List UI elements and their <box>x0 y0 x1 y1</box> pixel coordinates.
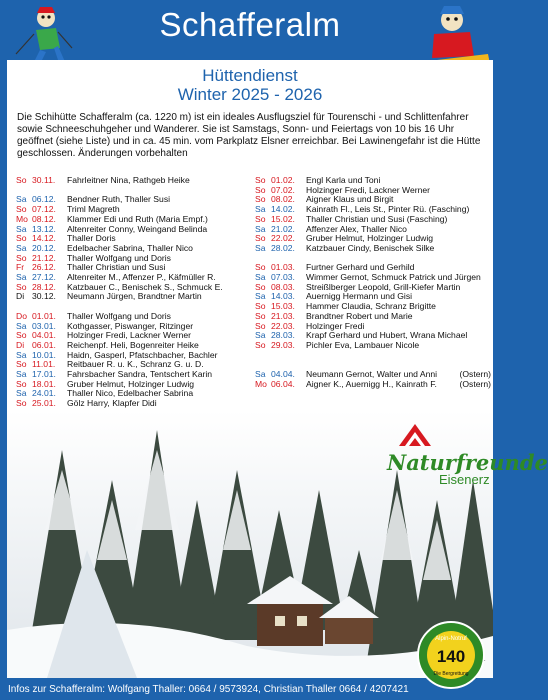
schedule-names: Kothgasser, Piswanger, Ritzinger <box>67 320 194 331</box>
schedule-day: So <box>255 184 266 195</box>
schedule-row <box>255 380 491 390</box>
schedule-names: Thaller Wolfgang und Doris <box>67 252 171 263</box>
schedule-row <box>16 176 248 186</box>
schedule-day: So <box>255 213 266 224</box>
schedule-day: So <box>255 233 266 244</box>
schedule-names: Gruber Helmut, Holzinger Ludwig <box>67 378 195 389</box>
schedule-day: Sa <box>255 291 266 302</box>
schedule-names: Altenreiter M., Affenzer P., Käfmüller R. <box>67 272 216 283</box>
schedule-names: Thaller Christian und Susi (Fasching) <box>306 213 448 224</box>
schedule-names: Katzbauer Cindy, Benischek Silke <box>306 242 435 253</box>
schedule-names: Gölz Harry, Klapfer Didi <box>67 398 157 409</box>
season-heading: Winter 2025 - 2026 <box>177 85 323 104</box>
schedule-day: Sa <box>255 330 266 341</box>
schedule-date: 07.12. <box>32 204 56 215</box>
schedule-day: Sa <box>255 223 266 234</box>
schedule-names: Altenreiter Conny, Weingand Belinda <box>67 223 208 234</box>
schedule-date: 28.03. <box>271 330 295 341</box>
schedule-day: Sa <box>16 223 27 234</box>
schedule-day: So <box>255 262 266 273</box>
service-heading: Hüttendienst <box>202 66 298 85</box>
schedule-day: Di <box>16 339 25 350</box>
schedule-day: Sa <box>255 369 266 380</box>
schedule-names: Reichenpf. Heli, Bogenreiter Heike <box>67 339 199 350</box>
schedule-day: Mo <box>255 378 267 389</box>
schedule-day: So <box>16 252 27 263</box>
schedule-date: 24.01. <box>32 388 56 399</box>
schedule-names: Auernigg Hermann und Gisi <box>306 291 413 302</box>
schedule-date: 18.01. <box>32 378 56 389</box>
schedule-day: Sa <box>16 272 27 283</box>
schedule-names: Thaller Doris <box>67 233 116 244</box>
schedule-date: 03.01. <box>32 320 56 331</box>
schedule-names: Furtner Gerhard und Gerhild <box>306 262 415 273</box>
schedule-names: Reitbauer R. u. K., Schranz G. u. D. <box>67 359 204 370</box>
naturfreunde-emblem-icon <box>395 422 435 450</box>
schedule-day: So <box>255 301 266 312</box>
schedule-gap <box>255 351 491 361</box>
page-title: Schafferalm <box>159 6 341 43</box>
schedule-date: 25.01. <box>32 398 56 409</box>
schedule-date: 30.11. <box>32 175 56 185</box>
schedule-names: Engl Karla und Toni <box>306 175 381 185</box>
schedule-date: 07.02. <box>271 184 295 195</box>
schedule-date: 22.03. <box>271 320 295 331</box>
schedule-date: 01.01. <box>32 310 56 321</box>
schedule-date: 06.12. <box>32 194 56 205</box>
schedule-date: 01.02. <box>271 175 295 185</box>
schedule-date: 10.01. <box>32 349 56 360</box>
schedule-day: Sa <box>16 388 27 399</box>
schedule-day: So <box>255 175 266 185</box>
schedule-names: Krapf Gerhard und Hubert, Wrana Michael <box>306 330 468 341</box>
schedule-date: 15.03. <box>271 301 295 312</box>
schedule-right <box>255 176 491 389</box>
schedule-names: Hammer Claudia, Schranz Brigitte <box>306 301 436 312</box>
schedule-date: 26.12. <box>32 262 56 273</box>
schedule-day: So <box>16 330 27 341</box>
schedule-date: 04.04. <box>271 369 295 380</box>
schedule-names: Holzinger Fredi, Lackner Werner <box>67 330 192 341</box>
schedule-day: So <box>16 281 27 292</box>
schedule-date: 17.01. <box>32 369 56 380</box>
schedule-names: Katzbauer C., Benischek S., Schmuck E. <box>67 281 223 292</box>
schedule-names: Streißlberger Leopold, Grill-Kiefer Martin <box>306 281 461 292</box>
schedule-row <box>255 341 491 351</box>
schedule-day: Do <box>16 310 27 321</box>
schedule-day: Sa <box>16 320 27 331</box>
schedule-day: Sa <box>255 242 266 253</box>
schedule-names: Gruber Helmut, Holzinger Ludwig <box>306 233 434 244</box>
schedule-names: Affenzer Alex, Thaller Nico <box>306 223 407 234</box>
schedule-date: 13.12. <box>32 223 56 234</box>
schedule-day: So <box>255 339 266 350</box>
schedule-date: 08.02. <box>271 194 295 205</box>
schedule-row <box>255 244 491 254</box>
logo-name: Naturfreunde <box>387 450 548 475</box>
schedule-names: Wimmer Gernot, Schmuck Patrick und Jürgen <box>306 272 481 283</box>
schedule-date: 28.12. <box>32 281 56 292</box>
schedule-day: So <box>16 175 27 185</box>
schedule-day: Fr <box>16 262 25 273</box>
schedule-date: 01.03. <box>271 262 295 273</box>
schedule-names: Neumann Jürgen, Brandtner Martin <box>67 291 202 302</box>
footer-contact: Infos zur Schafferalm: Wolfgang Thaller: 0664 / 9573924, Christian Thaller 0664 / 4207421 <box>8 684 409 695</box>
schedule-names: Kainrath Fl., Leis St., Pinter Rü. (Fasching) <box>306 204 470 215</box>
schedule-names: Holzinger Fredi, Lackner Werner <box>306 184 431 195</box>
schedule-date: 15.02. <box>271 213 295 224</box>
schedule-day: Sa <box>16 349 27 360</box>
schedule-date: 22.02. <box>271 233 295 244</box>
schedule-names: Aigner Klaus und Birgit <box>306 194 394 205</box>
schedule-row <box>16 292 248 302</box>
schedule-date: 04.01. <box>32 330 56 341</box>
schedule-names: Thaller Christian und Susi <box>67 262 166 273</box>
schedule-names: Pichler Eva, Lambauer Nicole <box>306 339 420 350</box>
schedule-names: Thaller Nico, Edelbacher Sabrina <box>67 388 194 399</box>
schedule-day: So <box>16 233 27 244</box>
schedule-names: Fahrleitner Nina, Rathgeb Heike <box>67 175 190 185</box>
schedule-day: So <box>255 310 266 321</box>
schedule-day: So <box>16 378 27 389</box>
schedule-date: 14.02. <box>271 204 295 215</box>
schedule-date: 28.02. <box>271 242 295 253</box>
schedule-date: 20.12. <box>32 242 56 253</box>
schedule-date: 21.03. <box>271 310 295 321</box>
schedule-date: 06.04. <box>271 378 295 389</box>
schedule-date: 14.12. <box>32 233 56 244</box>
schedule-date: 08.12. <box>32 213 56 224</box>
schedule-day: Di <box>16 291 25 302</box>
schedule-day: So <box>16 398 27 409</box>
schedule-day: So <box>255 194 266 205</box>
schedule-day: Sa <box>16 369 27 380</box>
schedule-date: 21.12. <box>32 252 56 263</box>
badge-top: Alpin-Notruf <box>435 636 467 642</box>
logo-place: Eisenerz <box>439 472 490 487</box>
schedule-names: Bendner Ruth, Thaller Susi <box>67 194 171 205</box>
schedule-names: Haidn, Gasperl, Pfatschbacher, Bachler <box>67 349 218 360</box>
schedule-holiday: (Ostern) <box>459 369 491 380</box>
header <box>0 0 500 58</box>
schedule-names: Klammer Edi und Ruth (Maria Empf.) <box>67 213 208 224</box>
schedule-names: Holzinger Fredi <box>306 320 365 331</box>
schedule-date: 30.12. <box>32 291 56 302</box>
schedule-day: So <box>16 359 27 370</box>
schedule-date: 06.01. <box>32 339 56 350</box>
schedule-names: Aigner K., Auernigg H., Kainrath F. <box>306 378 437 389</box>
schedule-day: So <box>255 281 266 292</box>
schedule-day: Sa <box>255 204 266 215</box>
schedule-names: Edelbacher Sabrina, Thaller Nico <box>67 242 193 253</box>
schedule-date: 27.12. <box>32 272 56 283</box>
schedule-names: Brandtner Robert und Marie <box>306 310 413 321</box>
schedule-day: So <box>16 204 27 215</box>
schedule-names: Neumann Gernot, Walter und Anni <box>306 369 438 380</box>
schedule-names: Thaller Wolfgang und Doris <box>67 310 171 321</box>
schedule-names: Triml Magreth <box>67 204 120 215</box>
schedule-date: 11.01. <box>32 359 56 370</box>
schedule-day: Sa <box>255 272 266 283</box>
schedule-date: 29.03. <box>271 339 295 350</box>
schedule-date: 21.02. <box>271 223 295 234</box>
badge-number: 140 <box>436 647 466 666</box>
badge-bottom: Die Bergrettung <box>433 671 469 677</box>
schedule-names: Fahrsbacher Sandra, Tentschert Karin <box>67 369 213 380</box>
schedule-day: Sa <box>16 242 27 253</box>
schedule-day: Mo <box>16 213 28 224</box>
schedule-holiday: (Ostern) <box>459 378 491 389</box>
schedule-day: So <box>255 320 266 331</box>
intro-text: Die Schihütte Schafferalm (ca. 1220 m) ist ein ideales Ausflugsziel für Tourenschi - und Schlittenfahrer sowie Schneeschuhgeher und Wanderer. Sie ist Samstags, Sonn- und Feiertags von 10 bis 16 Uhr geöffnet (siehe Liste) und in ca. 45 min. vom Parkplatz Elsner erreichbar. Bei Lawinengefahr ist die Hütte geschlossen. Änderungen vorbehalten <box>17 112 481 159</box>
content-panel <box>7 60 548 678</box>
schedule-left <box>16 176 248 419</box>
schedule-date: 07.03. <box>271 272 295 283</box>
schedule-day: Sa <box>16 194 27 205</box>
schedule-date: 14.03. <box>271 291 295 302</box>
schedule-date: 08.03. <box>271 281 295 292</box>
